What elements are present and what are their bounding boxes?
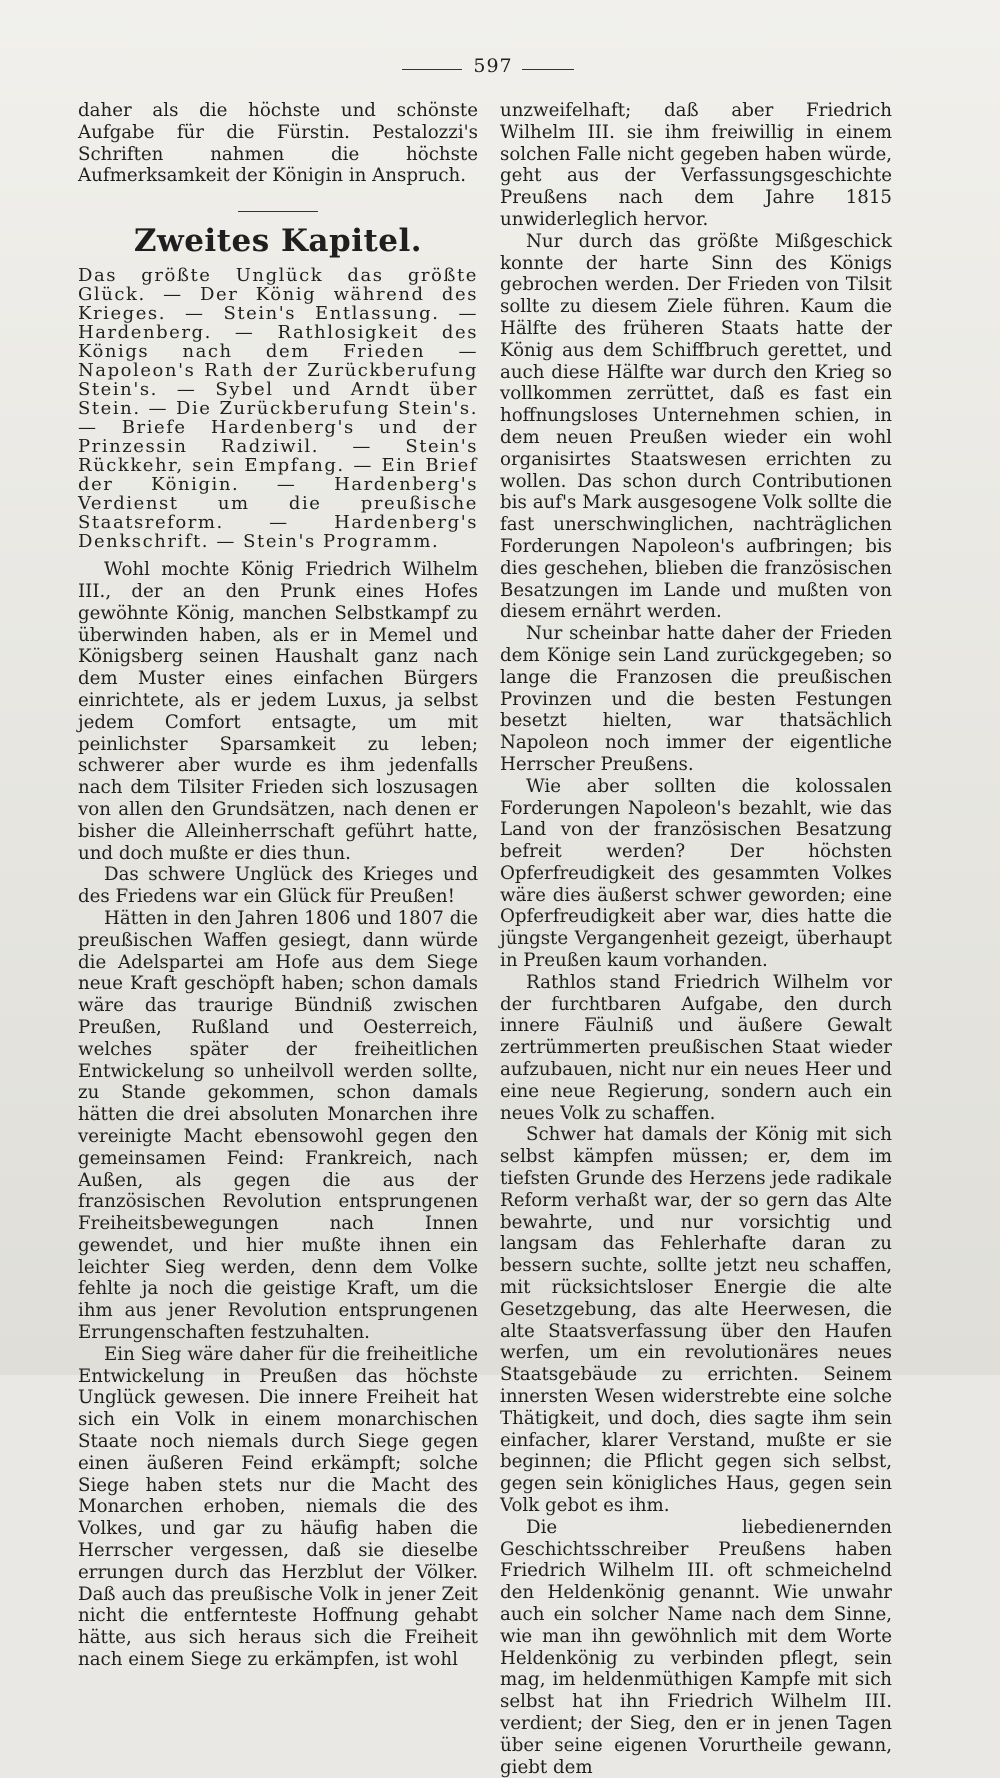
chapter-synopsis: Das größte Unglück das größte Glück. — Der König während des Krieges. — Stein's Entlassung. — Hardenberg. — Rathlosigkeit des Königs nach dem Frieden — Napoleon's Rath der Zurückberufung Stein's. — Sybel und Arndt über Stein. — Die Zurückberufung Stein's. — Briefe Hardenberg's und der Prinzessin Radziwil. — Stein's Rückkehr, sein Empfang. — Ein Brief der Königin. — Hardenberg's Verdienst um die preußische Staatsreform. — Hardenberg's Denkschrift. — Stein's Programm. [78,265,478,553]
header-rule-right [522,69,574,70]
body-paragraph: Die liebedienernden Geschichtsschreiber Preußens haben Friedrich Wilhelm III. oft schmeichelnd den Heldenkönig genannt. Wie unwahr auch ein solcher Name nach dem Sinne, wie man ihn gewöhnlich mit dem Worte Heldenkönig zu verbinden pflegt, sein mag, im heldenmüthigen Kampfe mit sich selbst hat ihn Friedrich Wilhelm III. verdient; der Sieg, den er in jenen Tagen über seine eigenen Vorurtheile gewann, giebt dem [500,1516,892,1778]
body-paragraph: Nur durch das größte Mißgeschick konnte der harte Sinn des Königs gebrochen werden. Der Frieden von Tilsit sollte zu diesem Ziele führen. Kaum die Hälfte des früheren Staats hatte der König aus dem Schiffbruch gerettet, und auch diese Hälfte war durch den Krieg so vollkommen zerrüttet, daß es fast ein hoffnungsloses Unternehmen schien, in dem neuen Preußen wieder ein wohl organisirtes Staatswesen errichten zu wollen. Das schon durch Contributionen bis auf's Mark ausgesogene Volk sollte die fast unerschwinglichen, nachträglichen Forderungen Napoleon's aufbringen; bis dies geschehen, blieben die französischen Besatzungen im Lande und mußten von diesem ernährt werden. [500,230,892,623]
right-column [500,100,892,1778]
section-divider [238,211,318,212]
body-paragraph: Ein Sieg wäre daher für die freiheitliche Entwickelung in Preußen das höchste Unglück gewesen. Die innere Freiheit hat sich ein Volk in einem monarchischen Staate noch niemals durch Siege gegen einen äußeren Feind erkämpft; solche Siege haben stets nur die Macht des Monarchen erhoben, niemals die des Volkes, und gar zu häufig haben die Herrscher vergessen, daß sie dieselbe errungen durch das Herzblut der Völker. Daß auch das preußische Volk in jener Zeit nicht die entfernteste Hoffnung gehabt hätte, aus sich heraus sich die Freiheit nach einem Siege zu erkämpfen, ist wohl [78,1343,478,1671]
continued-paragraph: unzweifelhaft; daß aber Friedrich Wilhelm III. sie ihm freiwillig in einem solchen Falle nicht gegeben haben würde, geht aus der Verfassungsgeschichte Preußens nach dem Jahre 1815 unwiderleglich hervor. [500,100,892,230]
body-paragraph: Rathlos stand Friedrich Wilhelm vor der furchtbaren Aufgabe, den durch innere Fäulniß und äußere Gewalt zertrümmerten preußischen Staat wieder aufzubauen, nicht nur ein neues Heer und eine neue Regierung, sondern auch ein neues Volk zu schaffen. [500,971,892,1124]
page-number: 597 [473,55,513,77]
body-paragraph: Wie aber sollten die kolossalen Forderungen Napoleon's bezahlt, wie das Land von der französischen Besatzung befreit werden? Der höchsten Opferfreudigkeit des gesammten Volkes wäre dies äußerst schwer geworden; eine Opferfreudigkeit aber war, dies hatte die jüngste Vergangenheit gezeigt, überhaupt in Preußen kaum vorhanden. [500,775,892,972]
body-paragraph: Nur scheinbar hatte daher der Frieden dem Könige sein Land zurückgegeben; so lange die Franzosen die preußischen Provinzen und die besten Festungen besetzt hielten, war thatsächlich Napoleon noch immer der eigentliche Herrscher Preußens. [500,623,892,775]
header-rule-left [402,69,462,70]
body-paragraph: Hätten in den Jahren 1806 und 1807 die preußischen Waffen gesiegt, dann würde die Adelspartei am Hofe aus dem Siege neue Kraft geschöpft haben; schon damals wäre das traurige Bündniß zwischen Preußen, Rußland und Oesterreich, welches später der freiheitlichen Entwickelung so unheilvoll werden sollte, zu Stande gekommen, schon damals hätten die drei absoluten Monarchen ihre vereinigte Macht ebensowohl gegen den gemeinsamen Feind: Frankreich, nach Außen, als gegen die aus der französischen Revolution entsprungenen Freiheitsbewegungen nach Innen gewendet, und hier mußte ihnen ein leichter Sieg werden, denn dem Volke fehlte ja noch die geistige Kraft, um die ihm aus jener Revolution entsprungenen Errungenschaften festzuhalten. [78,907,478,1344]
body-paragraph: Wohl mochte König Friedrich Wilhelm III., der an den Prunk eines Hofes gewöhnte König, manchen Selbstkampf zu überwinden haben, als er in Memel und Königsberg seinen Haushalt ganz nach dem Muster eines einfachen Bürgers einrichtete, als er jedem Luxus, ja selbst jedem Comfort entsagte, um mit peinlichster Sparsamkeit zu leben; schwerer aber wurde es ihm jedenfalls nach dem Tilsiter Frieden sich loszusagen von allen den Grundsätzen, nach denen er bisher die Alleinherrschaft geführt hatte, und doch mußte er dies thun. [78,559,478,864]
chapter-title: Zweites Kapitel. [133,223,423,260]
body-paragraph: Das schwere Unglück des Krieges und des Friedens war ein Glück für Preußen! [78,864,478,908]
left-column [78,100,478,1671]
page-header [0,55,1000,85]
continued-paragraph: daher als die höchste und schönste Aufgabe für die Fürstin. Pestalozzi's Schriften nahmen die höchste Aufmerksamkeit der Königin in Anspruch. [78,100,478,187]
body-paragraph: Schwer hat damals der König mit sich selbst kämpfen müssen; er, dem im tiefsten Grunde des Herzens jede radikale Reform verhaßt war, der so gern das Alte bewahrte, und nur vorsichtig und langsam das Fehlerhafte daran zu bessern suchte, sollte jetzt neu schaffen, mit rücksichtsloser Energie die alte Gesetzgebung, das alte Heerwesen, die alte Staatsverfassung über den Haufen werfen, um ein revolutionäres neues Staatsgebäude zu errichten. Seinem innersten Wesen widerstrebte eine solche Thätigkeit, und doch, dies sagte ihm sein einfacher, klarer Verstand, mußte er sie beginnen; die Pflicht gegen sich selbst, gegen sein königliches Haus, gegen sein Volk gebot es ihm. [500,1124,892,1516]
